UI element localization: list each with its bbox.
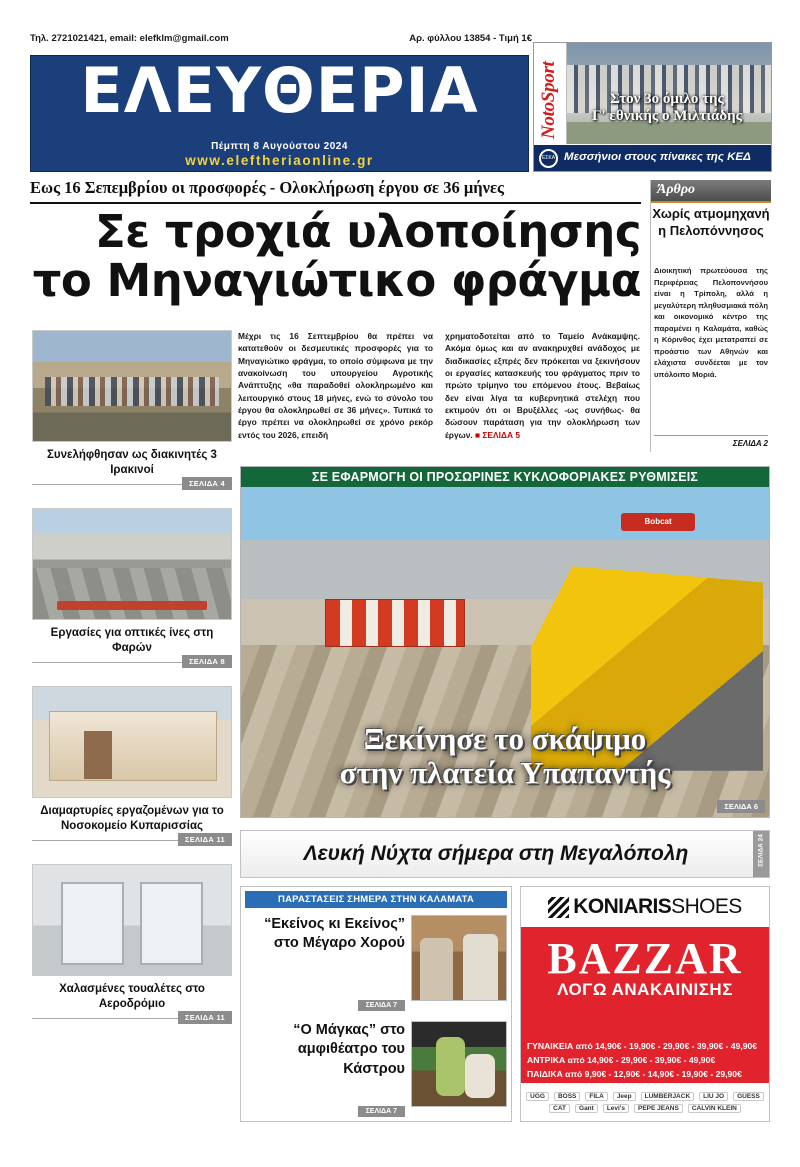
main-photo-title-line2: στην πλατεία Υπαπαντής [339, 755, 671, 791]
brand-logo: BOSS [554, 1092, 580, 1101]
sidebar-divider [32, 656, 232, 679]
lead-headline [30, 205, 641, 307]
brand-logo: FILA [585, 1092, 607, 1101]
traffic-banner: ΣΕ ΕΦΑΡΜΟΓΗ ΟΙ ΠΡΟΣΩΡΙΝΕΣ ΚΥΚΛΟΦΟΡΙΑΚΕΣ ΡΥΘΜΙΣΕΙΣ [241, 467, 769, 487]
eska-logo-icon: ΕΣΚΑ [539, 149, 558, 168]
page-tag[interactable]: ΣΕΛΙΔΑ 8 [182, 655, 232, 668]
notosport-label: NotoSport [538, 61, 559, 139]
street-works-photo [32, 508, 232, 620]
shoe-ad-brand-logos [521, 1083, 769, 1121]
main-photo-title [241, 722, 769, 791]
newspaper-title: ΕΛΕΥΘΕΡΙΑ [80, 55, 479, 127]
theatre-item-ekeinos[interactable] [245, 913, 507, 1013]
theatre-listings-box [240, 886, 512, 1122]
sidebar-caption: Εργασίες για οπτικές ίνες στη Φαρών [50, 626, 214, 654]
brand-logo: UGG [526, 1092, 549, 1101]
lead-body [238, 330, 640, 441]
page-tag[interactable]: ΣΕΛΙΔΑ 11 [178, 1011, 232, 1024]
brand-logo: GUESS [733, 1092, 764, 1101]
page-tag[interactable]: ΣΕΛΙΔΑ 4 [182, 477, 232, 490]
opinion-section-header [651, 180, 771, 203]
opinion-column [650, 180, 771, 452]
arrest-photo [32, 330, 232, 442]
theatre-item-text: “Εκείνος κι Εκείνος” στο Μέγαρο Χορού [264, 916, 405, 952]
lead-kicker [30, 178, 641, 204]
sport-headline-line2: Γ' εθνικής ο Μιλτιάδης [592, 108, 742, 125]
main-photo-story[interactable] [240, 466, 770, 818]
shoe-ad-subtitle: ΛΟΓΩ ΑΝΑΚΑΙΝΙΣΗΣ [557, 980, 733, 999]
white-night-text: Λευκή Νύχτα σήμερα στη Μεγαλόπολη [303, 842, 689, 865]
white-night-page-tab[interactable] [753, 831, 769, 877]
sidebar-item-airport[interactable] [32, 864, 232, 1035]
sidebar-divider [32, 834, 232, 857]
opinion-title: Χωρίς ατμομηχανή η Πελοπόννησος [652, 206, 770, 238]
sidebar-item-fiber-works[interactable] [32, 508, 232, 679]
brand-logo: PEPE JEANS [634, 1104, 683, 1113]
machine-label: Bobcat [621, 513, 695, 531]
shoe-advertisement[interactable] [520, 886, 770, 1122]
main-photo-title-line1: Ξεκίνησε το σκάψιμο [363, 720, 647, 756]
lead-headline-line2: το Μηναγιώτικο φράγμα [32, 253, 641, 307]
sidebar-caption: Διαμαρτυρίες εργαζομένων για το Νοσοκομείο Κυπαρισσίας [40, 804, 224, 832]
issue-info: Αρ. φύλλου 13854 - Τιμή 1€ [409, 33, 532, 44]
shoe-ad-title: BAZZAR [547, 934, 743, 983]
page-tag[interactable]: ΣΕΛΙΔΑ 6 [717, 800, 765, 813]
brand-logo: Gant [575, 1104, 598, 1113]
brand-logo: CAT [549, 1104, 570, 1113]
sidebar-divider [32, 1012, 232, 1035]
contact-info: Τηλ. 2721021421, email: elefklm@gmail.com [30, 33, 229, 44]
sport-strip[interactable] [534, 145, 771, 171]
left-sidebar [32, 330, 232, 1042]
lead-headline-line1: Σε τροχιά υλοποίησης [94, 205, 641, 258]
page-tag: ΣΕΛΙΔΑ 24 [757, 834, 765, 867]
white-night-bar[interactable] [240, 830, 770, 878]
koniaris-logo-icon [548, 897, 569, 918]
sport-strip-text: Μεσσήνιοι στους πίνακες της ΚΕΔ [564, 151, 751, 163]
lead-body-column-1: Μέχρι τις 16 Σεπτεμβρίου θα πρέπει να κατατεθούν οι δεσμευτικές προσφορές για το Μηναγιώτικο φράγμα, το οποίο σύμφωνα με την ανακοίνωση του υπουργείου Αγροτικής Ανάπτυξης «θα παραδοθεί ολοκληρωμένο και λειτουργικό στους 18 μήνες, ενώ το σύνολο του έργου θα ολοκληρωθεί σε 36 μήνες». Τυπικά το έργο πρέπει να ολοκληρωθεί σε χρόνο ρεκόρ εντός του 2026, επειδή [238, 331, 433, 440]
price-row: ΓΥΝΑΙΚΕΙΑ από 14,90€ - 19,90€ - 29,90€ - 39,90€ - 49,90€ [527, 1041, 758, 1051]
price-row: ΠΑΙΔΙΚΑ από 9,90€ - 12,90€ - 14,90€ - 19,90€ - 29,90€ [527, 1069, 742, 1080]
road-barrier [325, 599, 464, 647]
lead-body-column-2-text: χρηματοδοτείται από το Ταμείο Ανάκαμψης. Ακόμα όμως και αν ανακηρυχθεί ανάδοχος με διαδικασίες εξπρές δεν πρόκειται να ξεκινήσουν οι εργασίες κατασκευής του φράγματος πριν το πρώτο τρίμηνο του επόμενου έτους. Βεβαίως δεν είναι λίγα τα κυβερνητικά στελέχη που εκτιμούν ότι οι Βρυξέλλες -ως συνήθως- θα δώσουν παράταση για την ολοκλήρωση των έργων. [445, 331, 640, 440]
shoe-ad-banner [521, 927, 769, 1037]
shoe-ad-logo-bar [521, 887, 769, 927]
brand-light: SHOES [671, 895, 742, 918]
theatre-header: ΠΑΡΑΣΤΑΣΕΙΣ ΣΗΜΕΡΑ ΣΤΗΝ ΚΑΛΑΜΑΤΑ [245, 891, 507, 908]
theatre-photo [411, 1021, 507, 1107]
sidebar-divider [32, 478, 232, 501]
brand-bold: KONIARIS [573, 895, 672, 918]
theatre-item-text: “Ο Μάγκας” στο αμφιθέατρο του Κάστρου [293, 1022, 405, 1077]
lead-page-ref[interactable]: ■ ΣΕΛΙΔΑ 5 [475, 429, 520, 440]
theatre-item-magkas[interactable] [245, 1019, 507, 1119]
page-tag[interactable]: ΣΕΛΙΔΑ 11 [178, 833, 232, 846]
lead-kicker-text: Εως 16 Σεπεμβρίου οι προσφορές - Ολοκλήρωση έργου σε 36 μήνες [30, 178, 504, 197]
theatre-photo [411, 915, 507, 1001]
lead-body-column-2 [445, 330, 640, 441]
hospital-photo [32, 686, 232, 798]
price-row: ΑΝΤΡΙΚΑ από 14,90€ - 29,90€ - 39,90€ - 49,90€ [527, 1055, 716, 1066]
brand-logo: Levi's [603, 1104, 629, 1113]
opinion-page-ref[interactable]: ΣΕΛΙΔΑ 2 [654, 435, 768, 448]
shoe-ad-brand [573, 895, 741, 919]
masthead [30, 55, 529, 172]
sidebar-item-hospital[interactable] [32, 686, 232, 857]
sidebar-caption: Χαλασμένες τουαλέτες στο Αεροδρόμιο [59, 982, 205, 1010]
brand-logo: CALVIN KLEIN [688, 1104, 741, 1113]
sport-headline-line1: Στον 3ο όμιλο της [610, 91, 724, 107]
notosport-rail [534, 43, 567, 144]
brand-logo: LIU JO [699, 1092, 728, 1101]
opinion-section-label: Άρθρο [657, 182, 696, 197]
opinion-body: Διοικητική πρωτεύουσα της Περιφέρειας Πελοποννήσου είναι η Τρίπολη, αλλά η μεγαλύτερη πληθυσμιακά πόλη και οικονομικό κέντρο της παραμένει η Καλαμάτα, καθώς η Κόρινθος έχει μετατραπεί σε προάστιο των Αθηνών και ελάχιστα συνδέεται με τον υπόλοιπο Μοριά. [654, 266, 768, 379]
page-tag[interactable]: ΣΕΛΙΔΑ 7 [358, 1000, 405, 1011]
sidebar-item-arrest[interactable] [32, 330, 232, 501]
airport-toilets-photo [32, 864, 232, 976]
website-url[interactable]: www.eleftheriaonline.gr [185, 153, 374, 168]
shoe-ad-prices [521, 1037, 769, 1085]
sport-headline [567, 91, 767, 126]
sport-promo-box[interactable] [533, 42, 772, 172]
publication-date: Πέμπτη 8 Αυγούστου 2024 [211, 141, 348, 152]
brand-logo: LUMBERJACK [641, 1092, 695, 1101]
page-tag[interactable]: ΣΕΛΙΔΑ 7 [358, 1106, 405, 1117]
sidebar-caption: Συνελήφθησαν ως διακινητές 3 Ιρακινοί [47, 449, 217, 476]
brand-logo: Jeep [613, 1092, 636, 1101]
